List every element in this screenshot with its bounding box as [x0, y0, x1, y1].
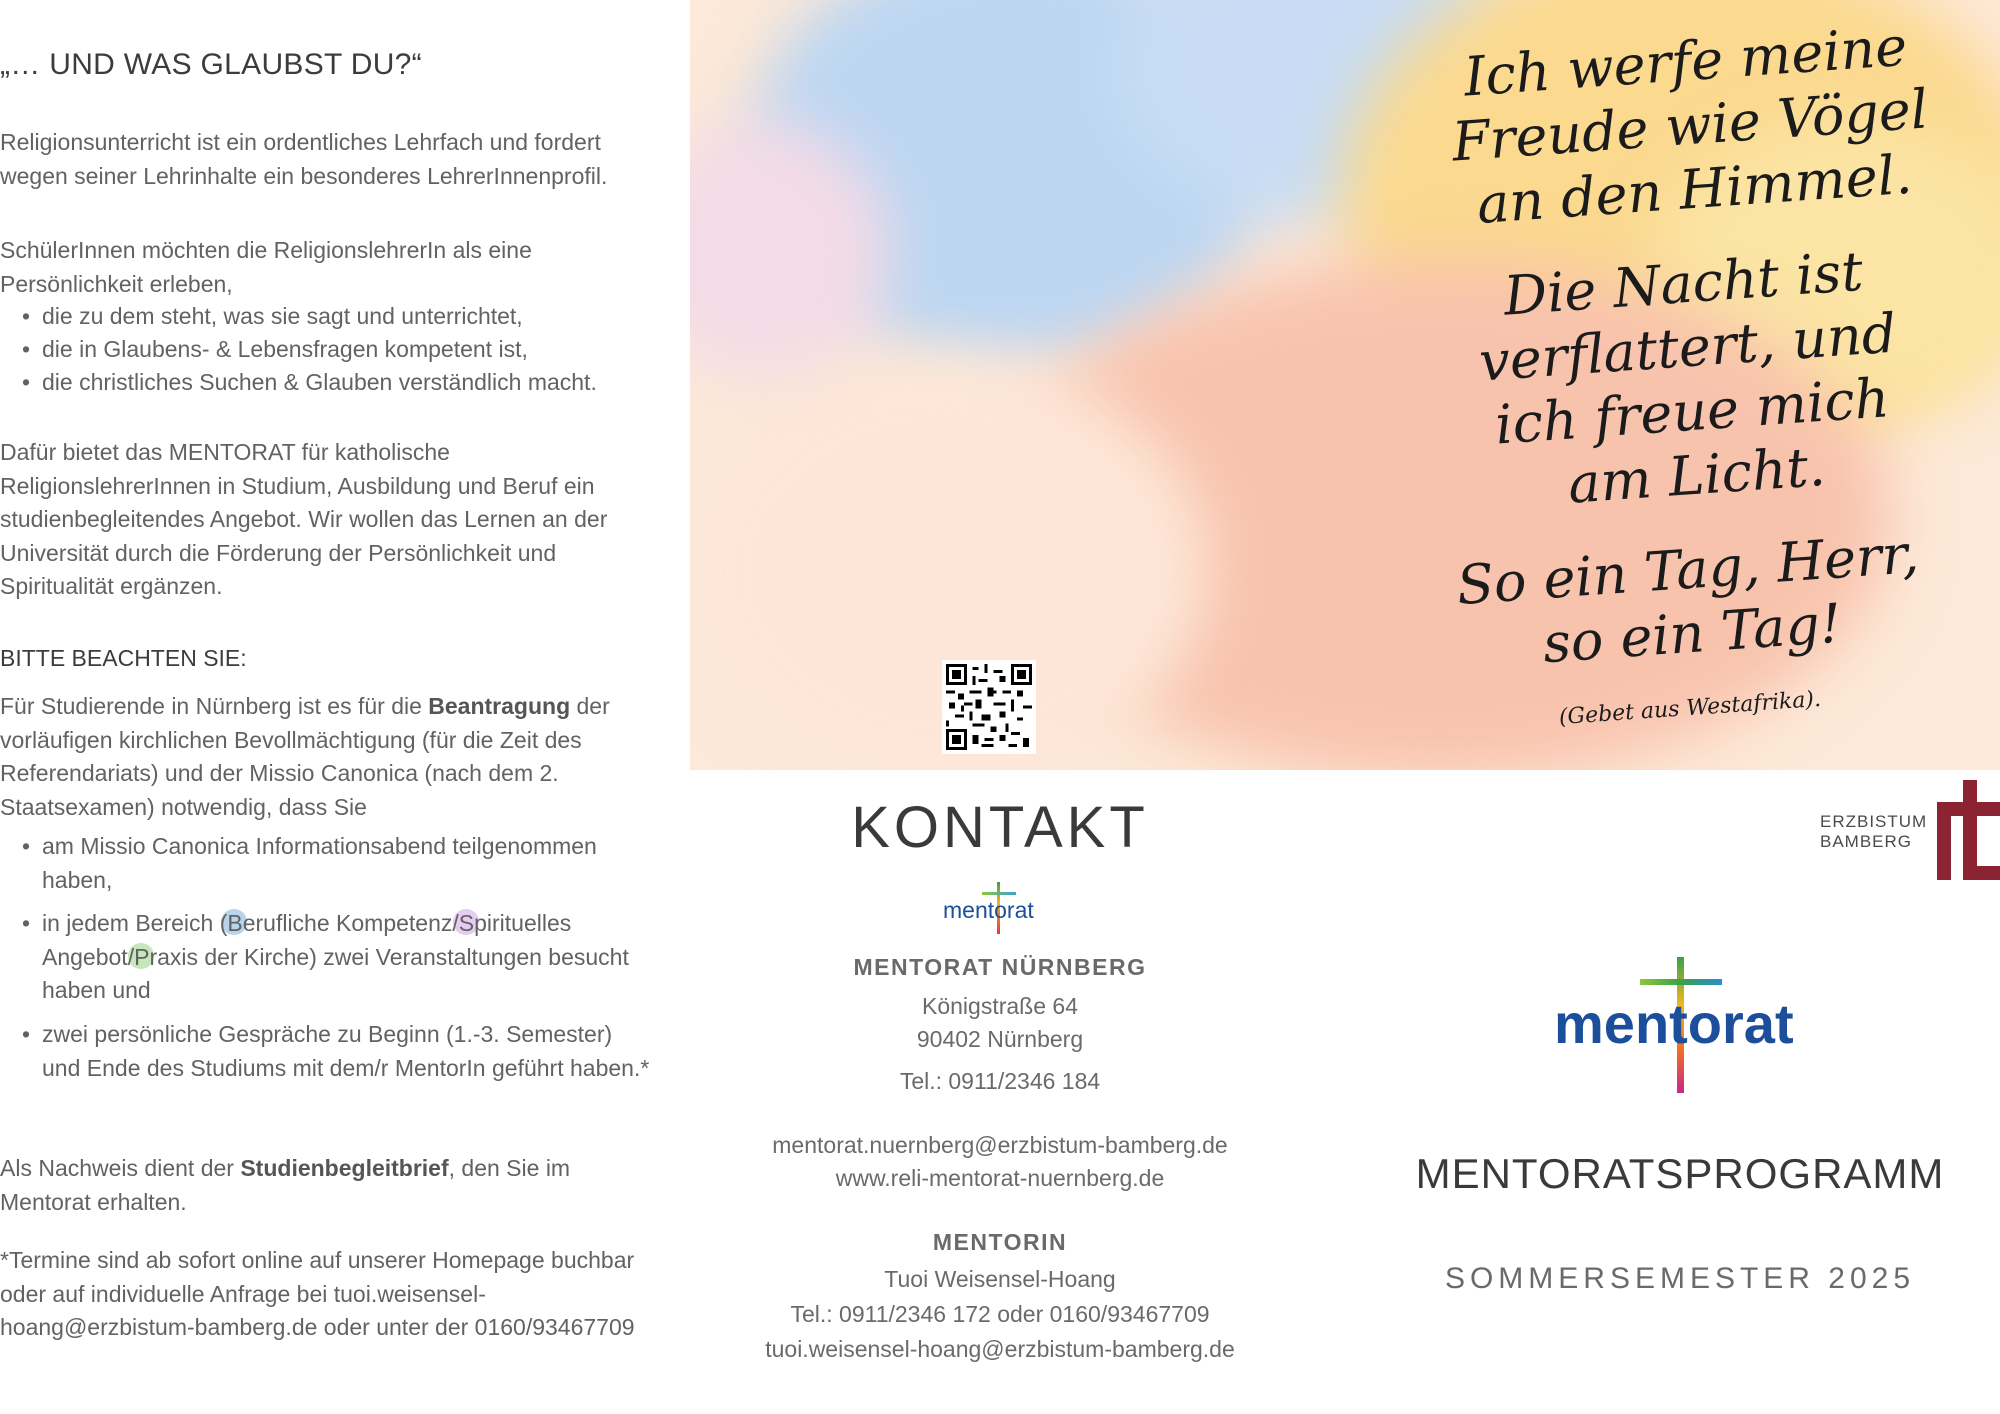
bullet-item: • am Missio Canonica Informationsabend teilgenommen haben,: [22, 830, 652, 897]
letter-b-marker: B: [227, 907, 242, 941]
notice-heading: BITTE BEACHTEN SIE:: [0, 645, 247, 671]
quote-part-2: Die Nacht ist verflattert, und ich freue mich am Licht.: [1477, 239, 1899, 516]
letter-p-marker: P: [134, 941, 149, 975]
footnote-paragraph: *Termine sind ab sofort online auf unserer Homepage buchbar oder auf individuelle Anfrage bei tuoi.weisensel-hoang@erzbistum-bamberg.de oder unter der 0160/93467709: [0, 1247, 635, 1340]
letter-s-marker: S: [459, 907, 474, 941]
quote-part-3: So ein Tag, Herr, so ein Tag!: [1454, 522, 1921, 676]
erzbistum-wordmark: ERZBISTUM BAMBERG: [1820, 812, 1928, 851]
qr-code-icon[interactable]: [942, 660, 1036, 754]
mentorat-logo-text: mentorat: [1554, 992, 1794, 1055]
intro-paragraph: Religionsunterricht ist ein ordentliches Lehrfach und fordert wegen seiner Lehrinhalte ein besonderes LehrerInnenprofil.: [0, 129, 608, 189]
mentorat-logo-text: mentorat: [943, 897, 1034, 923]
bullet-item: • die christliches Suchen & Glauben verständlich macht.: [22, 366, 652, 400]
mentorat-logo-large: [1550, 955, 1810, 1095]
semester-label: SOMMERSEMESTER 2025: [1444, 1262, 1916, 1295]
proof-paragraph: Als Nachweis dient der Studienbegleitbrief, den Sie im Mentorat erhalten.: [0, 1155, 571, 1215]
section-heading: „… UND WAS GLAUBST DU?“: [0, 48, 422, 81]
requirements-paragraph: Für Studierende in Nürnberg ist es für die Beantragung der vorläufigen kirchlichen Bevollmächtigung (für die Zeit des Referendariats) und der Missio Canonica (nach dem 2. Staatsexamen) notwendig, dass Sie: [0, 693, 610, 820]
students-paragraph: SchülerInnen möchten die ReligionslehrerIn als eine Persönlichkeit erleben,: [0, 237, 532, 297]
bullet-item: • die in Glaubens- & Lebensfragen kompetent ist,: [22, 333, 652, 367]
bullet-item: • die zu dem steht, was sie sagt und unterrichtet,: [22, 300, 652, 334]
offer-paragraph: Dafür bietet das MENTORAT für katholische ReligionslehrerInnen in Studium, Ausbildung und Beruf ein studienbegleitendes Angebot. Wir wollen das Lernen an der Universität durch die Förderung der Persönlichkeit und Spiritualität ergänzen.: [0, 439, 608, 599]
mentorin-phone: Tel.: 0911/2346 172 oder 0160/93467709: [790, 1301, 1210, 1327]
quote-source: (Gebet aus Westafrika).: [1558, 686, 1822, 731]
office-website-link[interactable]: www.reli-mentorat-nuernberg.de: [835, 1165, 1165, 1191]
office-name: MENTORAT NÜRNBERG: [853, 954, 1147, 980]
poem-quote: [1450, 14, 1930, 752]
bullet-item: • in jedem Bereich (Berufliche Kompetenz/Spirituelles Angebot/Praxis der Kirche) zwei Veranstaltungen besucht haben und: [22, 907, 652, 1008]
contact-panel: [690, 770, 1310, 1414]
bamberg-cross-icon: [1937, 780, 2000, 880]
contact-title: KONTAKT: [851, 795, 1149, 860]
left-panel: [0, 0, 660, 1414]
mentorin-name: Tuoi Weisensel-Hoang: [884, 1266, 1116, 1292]
quote-part-1: Ich werfe meine Freude wie Vögel an den Himmel.: [1450, 14, 1930, 236]
bullet-item: • zwei persönliche Gespräche zu Beginn (1.-3. Semester) und Ende des Studiums mit dem/r MentorIn geführt haben.*: [22, 1018, 652, 1085]
office-email-link[interactable]: mentorat.nuernberg@erzbistum-bamberg.de: [772, 1132, 1228, 1158]
mentorat-logo-small: [940, 878, 1060, 938]
office-city: 90402 Nürnberg: [916, 1026, 1084, 1052]
mentorin-email-link[interactable]: tuoi.weisensel-hoang@erzbistum-bamberg.de: [765, 1336, 1235, 1362]
mentorin-label: MENTORIN: [932, 1229, 1068, 1255]
office-phone: Tel.: 0911/2346 184: [899, 1068, 1101, 1094]
program-title: MENTORATSPROGRAMM: [1415, 1150, 1945, 1197]
office-street: Königstraße 64: [922, 993, 1078, 1019]
